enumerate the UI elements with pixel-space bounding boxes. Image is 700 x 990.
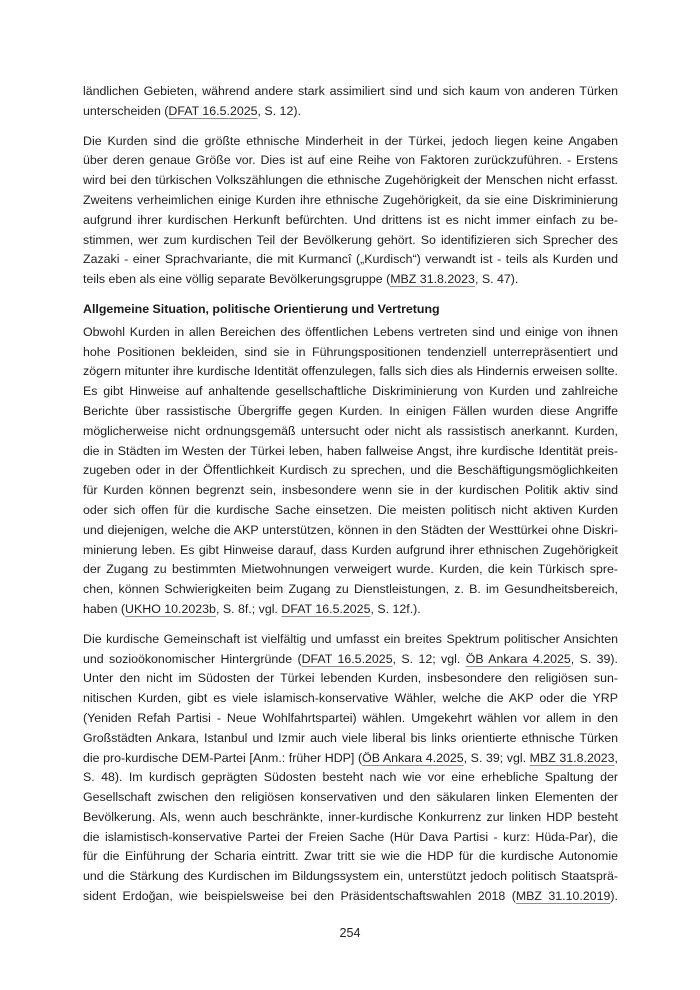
- text-line: [83, 600, 618, 620]
- text-line: [83, 151, 618, 171]
- text-run: wird bei den türkischen Volkszählungen die ethnische Zugehörigkeit der Menschen nicht erfasst.: [83, 173, 618, 188]
- text-line: [83, 709, 618, 729]
- text-run: der Zugang zu bestimmten Mietwohnungen verweigert wurde. Kurden, die kein Türkisch spre-: [83, 562, 618, 577]
- text-line: [83, 650, 618, 670]
- text-run: für Kurden können begrenzt sein, insbesondere wenn sie in der kurdischen Politik aktiv sind: [83, 483, 618, 498]
- text-line: [83, 768, 618, 788]
- text-line: [83, 362, 618, 382]
- paragraph: [83, 132, 618, 290]
- text-line: [83, 788, 618, 808]
- text-run: Gesellschaft zwischen den religiösen konservativen und den säkularen linken Elementen der: [83, 790, 618, 805]
- text-run: sident Erdoğan, wie beispielsweise bei den Präsidentschaftswahlen 2018 (: [83, 889, 516, 904]
- text-run: ländlichen Gebieten, während andere stark assimiliert sind und sich kaum von anderen Türken: [83, 84, 618, 98]
- text-run: nitischen Kurden, gibt es viele islamisch-konservative Wähler, welche die AKP oder die YRP: [83, 691, 618, 706]
- text-line: [83, 580, 618, 600]
- page-number: 254: [339, 926, 361, 940]
- text-run: (Yeniden Refah Partisi - Neue Wohlfahrtspartei) wählen. Umgekehrt wählen vor allem in den: [83, 710, 618, 725]
- text-line: [83, 323, 618, 343]
- text-run: unterscheiden (: [83, 103, 169, 118]
- text-line: [83, 541, 618, 561]
- section-heading: Allgemeine Situation, politische Orientierung und Vertretung: [83, 301, 440, 316]
- text-run: minierung leben. Es gibt Hinweise darauf, dass Kurden aufgrund ihrer ethnischen Zugehörigkeit: [83, 542, 618, 557]
- text-run: aufgrund ihrer kurdischen Herkunft befürchten. Und drittens ist es nicht immer einfach zu be-: [83, 212, 618, 227]
- text-run: hohe Positionen bekleiden, sind sie in Führungspositionen tendenziell unterrepräsentiert und: [83, 344, 618, 359]
- text-run: und sozioökonomischer Hintergründe (: [83, 651, 302, 666]
- page-content: [83, 82, 618, 907]
- text-line: [83, 102, 618, 122]
- text-run: oder sich offen für die kurdische Sache einsetzen. Die meisten politisch nicht aktiven Kurden: [83, 502, 618, 517]
- text-run: stimmen, wer zum kurdischen Teil der Bevölkerung gehört. So identifizieren sich Sprecher des: [83, 232, 618, 247]
- text-line: [83, 867, 618, 887]
- text-line: [83, 250, 618, 270]
- text-line: [83, 402, 618, 422]
- text-line: [83, 689, 618, 709]
- text-run: Berichte über rassistische Übergriffe gegen Kurden. In einigen Fällen wurden diese Angriffe: [83, 403, 618, 418]
- text-line: [83, 847, 618, 867]
- text-line: [83, 343, 618, 363]
- text-run: Es gibt Hinweise auf anhaltende gesellschaftliche Diskriminierung von Kurden und zahlreiche: [83, 384, 618, 399]
- citation-link[interactable]: MBZ 31.10.2019: [515, 889, 611, 904]
- text-line: [83, 422, 618, 442]
- text-run: , S. 39; vgl.: [463, 750, 530, 765]
- text-run: Zweitens verheimlichen einige Kurden ihre ethnische Zugehörigkeit, da sie eine Diskriminierung: [83, 192, 618, 207]
- text-run: ,: [614, 750, 618, 765]
- text-run: und die Stärkung des Kurdischen im Bildungssystem ein, unterstützt jedoch politisch Staatsprä-: [83, 869, 618, 884]
- text-run: , S. 12; vgl.: [392, 651, 466, 666]
- text-run: Unter den nicht im Südosten der Türkei lebenden Kurden, insbesondere den religiösen sun-: [83, 671, 618, 686]
- paragraph: [83, 82, 618, 122]
- text-line: [83, 442, 618, 462]
- text-line: [83, 132, 618, 152]
- text-run: zögern mitunter ihre kurdische Identität offenzulegen, falls sich dies als Hindernis erweisen sollte.: [83, 364, 618, 379]
- text-line: [83, 461, 618, 481]
- text-line: [83, 521, 618, 541]
- text-run: und diejenigen, welche die AKP unterstützen, können in den Städten der Westtürkei ohne Diskri-: [83, 522, 618, 537]
- text-run: die in Städten im Westen der Türkei leben, haben fallweise Angst, ihre kurdische Identität preis-: [83, 443, 618, 458]
- text-run: zugeben oder in der Öffentlichkeit Kurdisch zu sprechen, und die Beschäftigungsmöglichkeiten: [83, 463, 618, 478]
- text-run: , S. 47).: [474, 272, 519, 287]
- paragraph: [83, 323, 618, 620]
- text-line: [83, 211, 618, 231]
- text-line: [83, 481, 618, 501]
- text-line: [83, 560, 618, 580]
- text-line: [83, 808, 618, 828]
- text-line: [83, 887, 618, 907]
- citation-link[interactable]: DFAT 16.5.2025: [168, 103, 258, 118]
- text-run: ).: [610, 889, 618, 904]
- text-line: [83, 231, 618, 251]
- text-run: Die Kurden sind die größte ethnische Minderheit in der Türkei, jedoch liegen keine Angaben: [83, 133, 618, 148]
- citation-link[interactable]: ÖB Ankara 4.2025: [362, 750, 464, 765]
- text-line: [83, 270, 618, 290]
- text-line: [83, 501, 618, 521]
- text-line: [83, 669, 618, 689]
- text-line: [83, 191, 618, 211]
- text-run: möglicherweise nicht ordnungsgemäß untersucht oder nicht als rassistisch anerkannt. Kurden,: [83, 423, 618, 438]
- text-run: für die Einführung der Scharia eintritt. Zwar tritt sie wie die HDP für die kurdische Autonomie: [83, 849, 618, 864]
- text-run: haben (: [83, 601, 126, 616]
- text-line: [83, 749, 618, 769]
- text-run: , S. 12).: [257, 103, 301, 118]
- citation-link[interactable]: MBZ 31.8.2023: [390, 272, 475, 287]
- text-run: chen, können Schwierigkeiten beim Zugang zu Dienstleistungen, z. B. im Gesundheitsbereich,: [83, 582, 618, 597]
- text-run: die pro-kurdische DEM-Partei [Anm.: früher HDP] (: [83, 750, 363, 765]
- text-run: Zazaki - einer Sprachvariante, die mit Kurmancî („Kurdisch“) verwandt ist - teils als Kurden und: [83, 252, 618, 267]
- citation-link[interactable]: DFAT 16.5.2025: [301, 651, 393, 666]
- citation-link[interactable]: DFAT 16.5.2025: [281, 601, 371, 616]
- text-line: [83, 729, 618, 749]
- text-run: die islamistisch-konservative Partei der Freien Sache (Hür Dava Partisi - kurz: Hüda-Par), die: [83, 829, 618, 844]
- citation-link[interactable]: MBZ 31.8.2023: [529, 750, 615, 765]
- text-run: teils eben als eine völlig separate Bevölkerungsgruppe (: [83, 272, 391, 287]
- text-run: Obwohl Kurden in allen Bereichen des öffentlichen Lebens vertreten sind und einige von ihnen: [83, 324, 618, 339]
- text-run: , S. 8f.; vgl.: [215, 601, 282, 616]
- text-run: S. 48). Im kurdisch geprägten Südosten besteht nach wie vor eine erhebliche Spaltung der: [83, 770, 618, 785]
- text-line: [83, 382, 618, 402]
- text-run: , S. 39).: [570, 651, 618, 666]
- text-run: Bevölkerung. Als, wenn auch beschränkte, inner-kurdische Konkurrenz zur linken HDP besteht: [83, 809, 618, 824]
- citation-link[interactable]: UKHO 10.2023b: [125, 601, 216, 616]
- text-run: Die kurdische Gemeinschaft ist vielfältig und umfasst ein breites Spektrum politischer Ansichten: [83, 631, 618, 646]
- text-line: [83, 630, 618, 650]
- text-run: über deren genaue Größe vor. Dies ist auf eine Reihe von Faktoren zurückzuführen. - Erstens: [83, 153, 618, 168]
- text-run: , S. 12f.).: [370, 601, 421, 616]
- text-line: [83, 171, 618, 191]
- text-run: Großstädten Ankara, Istanbul und Izmir auch viele liberal bis links orientierte ethnische Türken: [83, 730, 618, 745]
- citation-link[interactable]: ÖB Ankara 4.2025: [465, 651, 571, 666]
- paragraph: [83, 630, 618, 907]
- text-line: [83, 82, 618, 102]
- text-line: [83, 828, 618, 848]
